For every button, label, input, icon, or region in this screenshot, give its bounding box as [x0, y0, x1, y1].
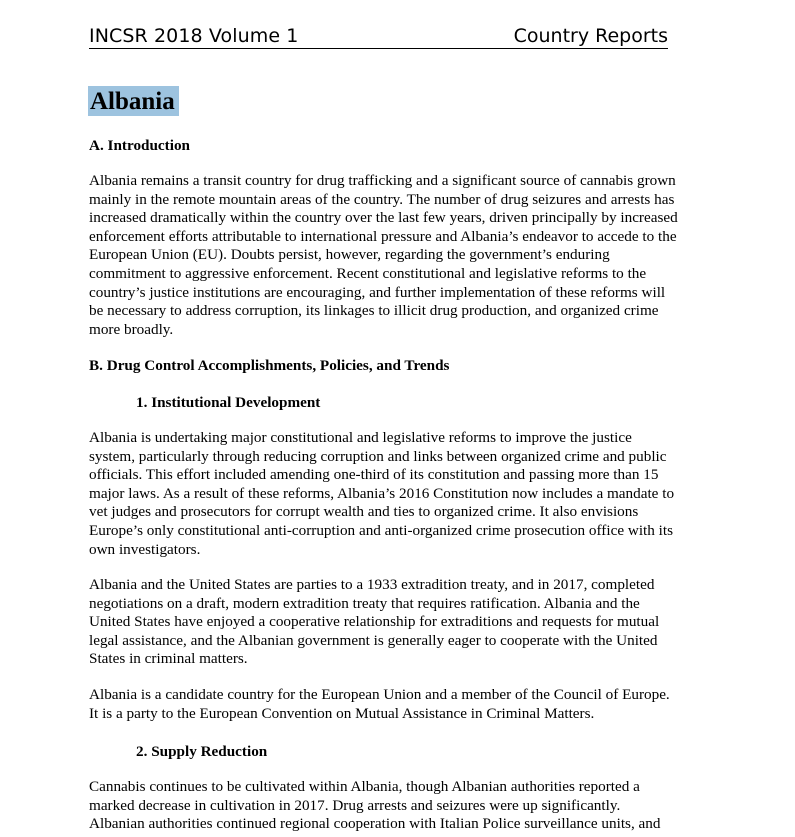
text-line: marked decrease in cultivation in 2017. Drug arrests and seizures were up significantly.: [89, 796, 621, 814]
text-line: officials. This effort included amending one-third of its constitution and passing more than 15: [89, 466, 659, 484]
supply-reduction-paragraph: [89, 778, 729, 834]
header-volume-title: INCSR 2018 Volume 1: [89, 25, 299, 47]
text-line: major laws. As a result of these reforms, Albania’s 2016 Constitution now includes a mandate to: [89, 484, 675, 502]
text-line: Cannabis continues to be cultivated within Albania, though Albanian authorities reported a: [89, 778, 640, 795]
text-line: Albania is a candidate country for the European Union and a member of the Council of Europe.: [89, 686, 670, 703]
subsection-institutional-development-heading: 1. Institutional Development: [136, 394, 321, 411]
text-line: mainly in the remote mountain areas of the country. The number of drug seizures and arrests has: [89, 190, 675, 208]
text-line: It is a party to the European Convention on Mutual Assistance in Criminal Matters.: [89, 704, 595, 722]
text-line: Albania is undertaking major constitutional and legislative reforms to improve the justice: [89, 429, 632, 446]
text-line: States in criminal matters.: [89, 650, 248, 668]
text-line: Albania remains a transit country for drug trafficking and a significant source of cannabis grown: [89, 172, 676, 189]
text-line: vet judges and prosecutors for corrupt wealth and ties to organized crime. It also envisions: [89, 503, 639, 521]
text-line: country’s justice institutions are encouraging, and further implementation of these reforms will: [89, 283, 666, 301]
text-line: negotiations on a draft, modern extradition treaty that requires ratification. Albania and the: [89, 594, 640, 612]
running-header: [89, 24, 668, 49]
section-b-heading: B. Drug Control Accomplishments, Policies, and Trends: [89, 357, 450, 374]
text-line: Europe’s only constitutional anti-corruption and anti-organized crime prosecution office with its: [89, 521, 674, 539]
text-line: more broadly.: [89, 320, 174, 338]
institutional-paragraph-3: [89, 686, 729, 723]
intro-paragraph: [89, 172, 729, 339]
section-a-heading: A. Introduction: [89, 137, 190, 154]
text-line: be necessary to address corruption, its linkages to illicit drug production, and organized crime: [89, 302, 659, 320]
text-line: United States have enjoyed a cooperative relationship for extraditions and requests for mutual: [89, 613, 660, 631]
text-line: commitment to aggressive enforcement. Recent constitutional and legislative reforms to the: [89, 264, 647, 282]
text-line: Albanian authorities continued regional cooperation with Italian Police surveillance units, and: [89, 815, 661, 833]
text-line: European Union (EU). Doubts persist, however, regarding the government’s enduring: [89, 246, 610, 264]
header-section-title: Country Reports: [513, 25, 668, 47]
text-line: system, particularly through reducing corruption and links between organized crime and public: [89, 447, 667, 465]
text-line: Albania and the United States are parties to a 1933 extradition treaty, and in 2017, completed: [89, 576, 655, 593]
subsection-supply-reduction-heading: 2. Supply Reduction: [136, 743, 268, 760]
text-line: enforcement efforts attributable to international pressure and Albania’s endeavor to accede to the: [89, 227, 677, 245]
institutional-paragraph-2: [89, 576, 729, 669]
institutional-paragraph-1: [89, 429, 729, 559]
text-line: legal assistance, and the Albanian government is generally eager to cooperate with the United: [89, 631, 658, 649]
text-line: increased dramatically within the country over the last few years, driven principally by increased: [89, 209, 678, 227]
text-line: own investigators.: [89, 540, 201, 558]
country-title[interactable]: Albania: [88, 86, 179, 116]
